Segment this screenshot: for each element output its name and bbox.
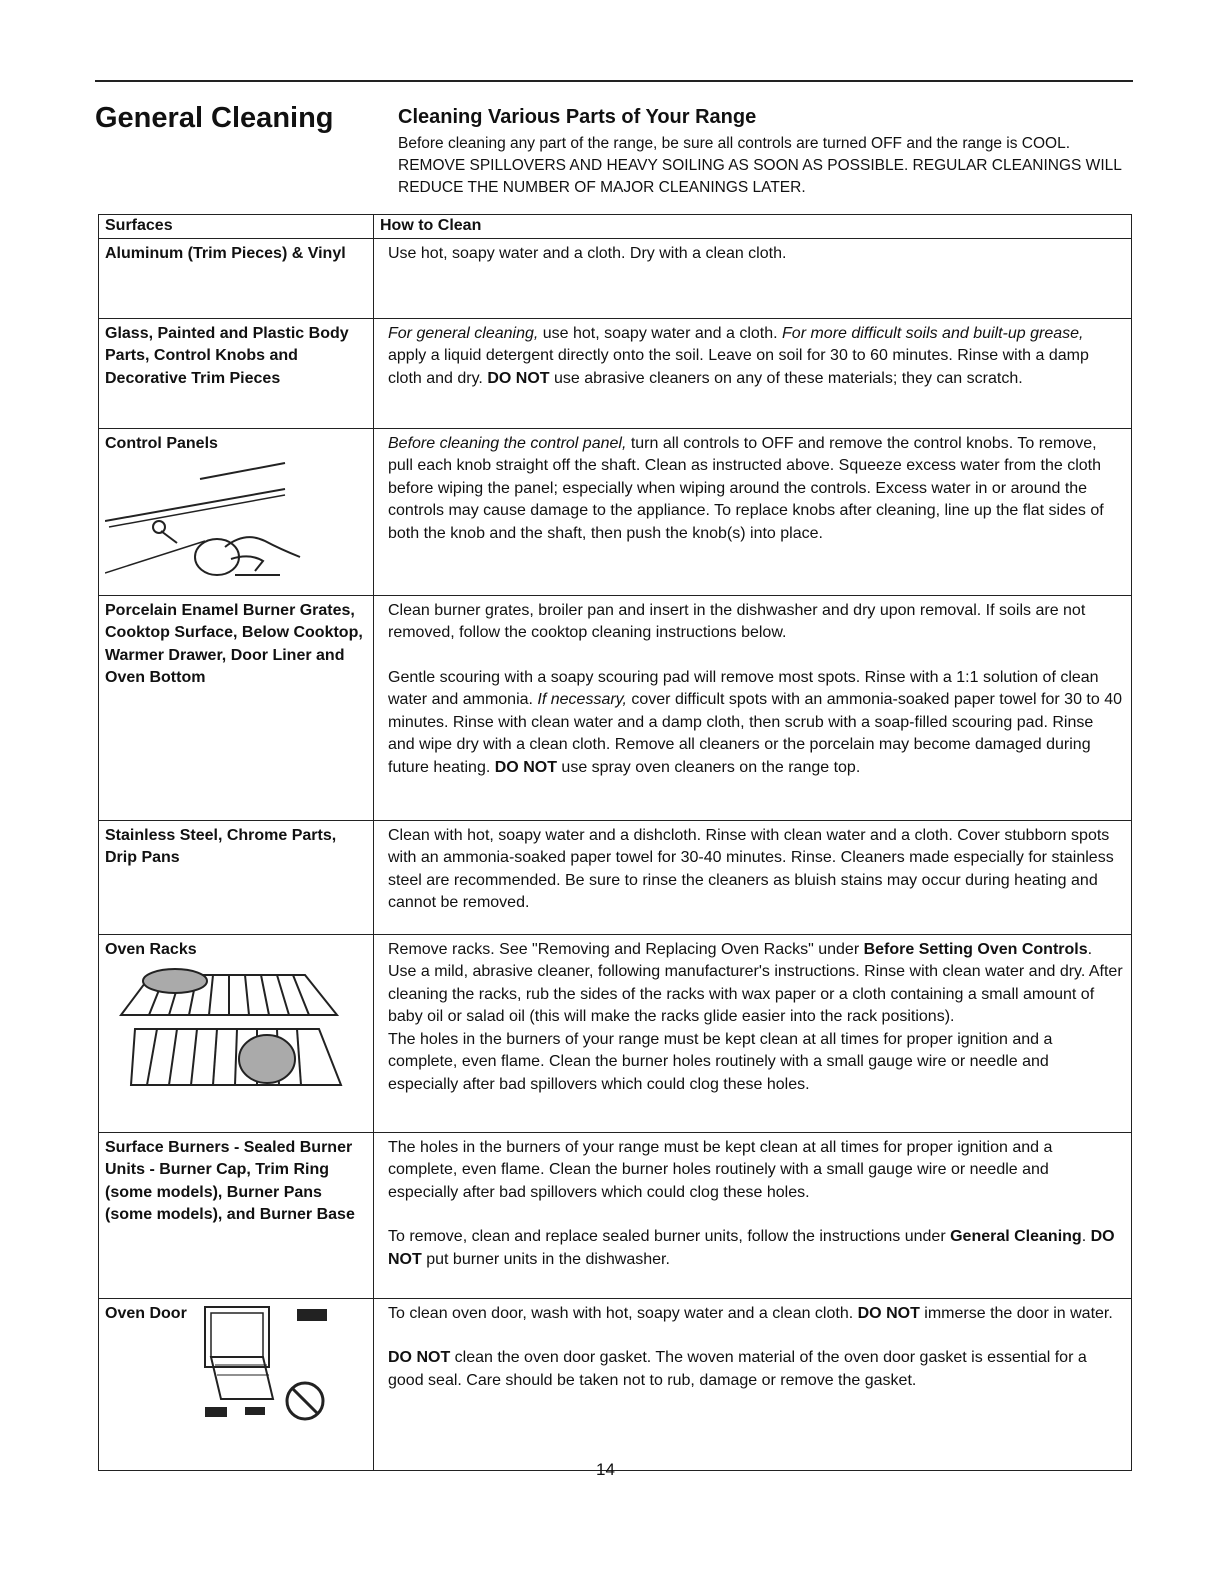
how-cell [374, 934, 1132, 1132]
intro [398, 106, 1138, 199]
text-run: . Use a mild, abrasive cleaner, following manufacturer's instructions. Rinse with clean water and dry. After cleaning the racks, rub the sides of the racks with wax paper or a cloth containing a small amount of baby oil or salad oil (this will make the racks glide easier into the rack positions). [388, 940, 1123, 1025]
table-row [99, 934, 1132, 1132]
surface-cell: Porcelain Enamel Burner Grates, Cooktop Surface, Below Cooktop, Warmer Drawer, Door Liner and Oven Bottom [99, 595, 374, 820]
text-run: The holes in the burners of your range must be kept clean at all times for proper ignition and a complete, even flame. Clean the burner holes routinely with a small gauge wire or needle and especially after bad spillovers which could clog these holes. [388, 1138, 1053, 1201]
surface-label: Oven Door [105, 1304, 187, 1322]
table-header-row [99, 215, 1132, 239]
bold-run: DO NOT [857, 1304, 920, 1322]
text-run: The holes in the burners of your range must be kept clean at all times for proper ignition and a complete, even flame. Clean the burner holes routinely with a small gauge wire or needle and especially after bad spillovers which could clog these holes. [388, 1030, 1053, 1093]
surface-cell: Glass, Painted and Plastic Body Parts, Control Knobs and Decorative Trim Pieces [99, 318, 374, 428]
text-run: apply a liquid detergent directly onto the soil. Leave on soil for 30 to 60 minutes. Rinse with a damp cloth and dry. [388, 347, 1089, 387]
italic-run: If necessary, [537, 691, 627, 708]
bold-run: General Cleaning [950, 1228, 1082, 1245]
how-paragraph [388, 939, 1123, 1029]
how-cell [374, 1132, 1132, 1298]
text-run: To remove, clean and replace sealed burner units, follow the instructions under [388, 1228, 951, 1245]
how-paragraph [388, 1137, 1123, 1205]
text-run: clean the oven door gasket. The woven material of the oven door gasket is essential for a good seal. Care should be taken not to rub, damage or remove the gasket. [388, 1349, 1087, 1389]
surface-cell: Surface Burners - Sealed Burner Units - Burner Cap, Trim Ring (some models), Burner Pans (some models), and Burner Base [99, 1132, 374, 1298]
how-cell [374, 820, 1132, 934]
how-paragraph [388, 667, 1123, 780]
table-row [99, 318, 1132, 428]
surface-cell [99, 1298, 374, 1470]
how-cell [374, 1298, 1132, 1470]
section-title: General Cleaning [95, 102, 334, 134]
text-run: To clean oven door, wash with hot, soapy water and a clean cloth. [388, 1304, 858, 1322]
bold-run: DO NOT [388, 1349, 451, 1366]
how-paragraph [388, 1347, 1123, 1392]
bold-run: DO NOT [487, 369, 550, 387]
how-paragraph [388, 1226, 1123, 1271]
header-surfaces: Surfaces [99, 215, 374, 239]
page-number: 14 [596, 1460, 615, 1479]
how-cell [374, 238, 1132, 318]
surface-cell: Aluminum (Trim Pieces) & Vinyl [99, 238, 374, 318]
surface-cell [99, 428, 374, 595]
text-run: immerse the door in water. [919, 1304, 1113, 1322]
control-panel-knob-illustration [105, 461, 305, 576]
oven-racks-illustration [105, 967, 345, 1092]
oven-door-illustration [197, 1303, 347, 1428]
how-paragraph [388, 323, 1123, 391]
top-rule [95, 80, 1133, 82]
surface-cell [99, 934, 374, 1132]
cleaning-table [98, 214, 1132, 1471]
text-run: use spray oven cleaners on the range top. [556, 758, 861, 776]
how-paragraph [388, 243, 1123, 266]
bold-run: DO NOT [388, 1228, 1115, 1268]
text-run: use hot, soapy water and a cloth. [538, 324, 783, 342]
text-run: Clean burner grates, broiler pan and insert in the dishwasher and dry upon removal. If soils are not removed, follow the cooktop cleaning instructions below. [388, 601, 1086, 641]
table-row [99, 428, 1132, 595]
how-cell [374, 428, 1132, 595]
surface-cell: Stainless Steel, Chrome Parts, Drip Pans [99, 820, 374, 934]
surface-label: Control Panels [105, 434, 218, 452]
how-paragraph [388, 433, 1123, 546]
table-row [99, 595, 1132, 820]
text-run: Clean with hot, soapy water and a dishcloth. Rinse with clean water and a cloth. Cover stubborn spots with an ammonia-soaked paper towel for 30-40 minutes. Rinse. Cleaners made especially for stainless steel are recommended. Be sure to rinse the cleaners as bluish stains may occur during heating and cannot be removed. [388, 826, 1114, 911]
table-row [99, 238, 1132, 318]
header-how-to-clean: How to Clean [374, 215, 1132, 239]
text-run: cover difficult spots with an ammonia-soaked paper towel for 30 to 40 minutes. Rinse with clean water and a damp cloth, then scrub with a soap-filled scouring pad. Rinse and wipe dry with a clean cloth. Remove all cleaners or the porcelain may become damaged during future heating. [388, 691, 1122, 776]
how-paragraph [388, 825, 1123, 915]
how-paragraph [388, 1303, 1123, 1326]
italic-run: Before cleaning the control panel, [388, 434, 627, 452]
how-paragraph [388, 1029, 1123, 1097]
italic-run: For general cleaning, [388, 324, 539, 342]
text-run: put burner units in the dishwasher. [421, 1250, 670, 1268]
how-cell [374, 318, 1132, 428]
italic-run: For more difficult soils and built-up grease, [782, 324, 1084, 342]
bold-run: Before Setting Oven Controls [863, 940, 1088, 958]
intro-heading: Cleaning Various Parts of Your Range [398, 106, 757, 128]
text-run: Use hot, soapy water and a cloth. Dry with a clean cloth. [388, 244, 787, 262]
text-run: . [1081, 1228, 1091, 1245]
how-paragraph [388, 600, 1123, 645]
text-run: Gentle scouring with a soapy scouring pad will remove most spots. Rinse with a 1:1 solution of clean water and ammonia. [388, 668, 1099, 708]
table-row [99, 1298, 1132, 1470]
table-row [99, 820, 1132, 934]
how-cell [374, 595, 1132, 820]
intro-body: Before cleaning any part of the range, be sure all controls are turned OFF and the range is COOL. REMOVE SPILLOVERS AND HEAVY SOILING AS SOON AS POSSIBLE. REGULAR CLEANINGS WILL REDUCE THE NUMBER OF MAJOR CLEANINGS LATER. [398, 135, 1122, 196]
text-run: Remove racks. See "Removing and Replacing Oven Racks" under [388, 940, 864, 958]
text-run: turn all controls to OFF and remove the control knobs. To remove, pull each knob straight off the shaft. Clean as instructed above. Squeeze excess water from the cloth before wiping the panel; especially when wiping around the controls. Excess water in or around the controls may cause damage to the appliance. To replace knobs after cleaning, line up the flat sides of both the knob and the shaft, then push the knob(s) into place. [388, 434, 1104, 542]
table-row [99, 1132, 1132, 1298]
bold-run: DO NOT [494, 758, 557, 776]
surface-label: Oven Racks [105, 940, 197, 958]
text-run: use abrasive cleaners on any of these materials; they can scratch. [549, 369, 1023, 387]
